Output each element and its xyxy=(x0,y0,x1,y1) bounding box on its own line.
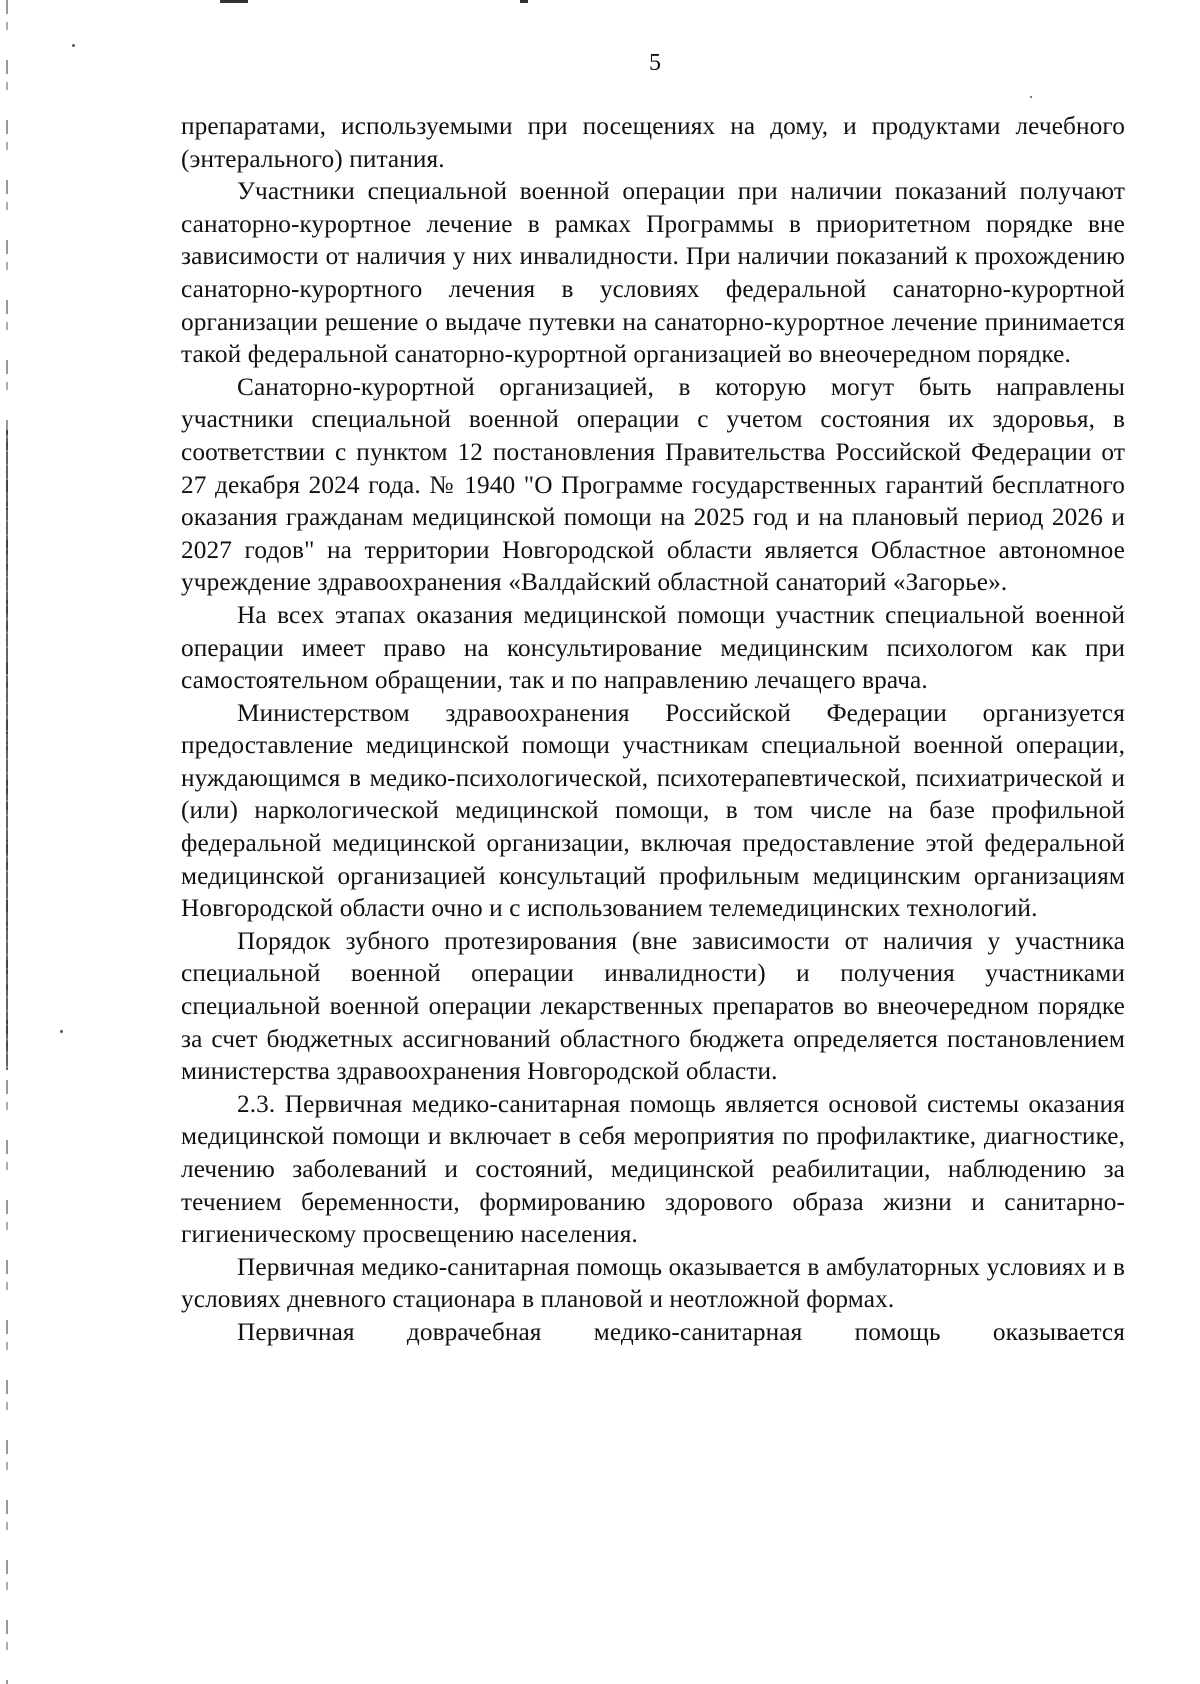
scan-edge-artifact-dark xyxy=(6,430,8,1070)
paragraph-sanatorium-priority: Участники специальной военной операции при наличии показаний получают санаторно-курортное лечение в рамках Программы в приоритетном порядке вне зависимости от наличия у них инвалидности. При наличии показаний к прохождению санаторно-курортного лечения в условиях федеральной санаторно-курортной организации решение о выдаче путевки на санаторно-курортное лечение принимается такой федеральной санаторно-курортной организацией во внеочередном порядке. xyxy=(181,177,1125,369)
paragraph-continuation: препаратами, используемыми при посещениях на дому, и продуктами лечебного (энтерального) питания. xyxy=(181,112,1125,173)
paragraph-section-2-3: 2.3. Первичная медико-санитарная помощь является основой системы оказания медицинской помощи и включает в себя мероприятия по профилактике, диагностике, лечению заболеваний и состояний, медицинской реабилитации, наблюдению за течением беременности, формированию здорового образа жизни и санитарно-гигиеническому просвещению населения. xyxy=(181,1089,1125,1249)
page-number: 5 xyxy=(649,50,661,76)
scan-speck xyxy=(60,1030,63,1033)
paragraph-dental: Порядок зубного протезирования (вне зависимости от наличия у участника специальной военной операции инвалидности) и получения участниками специальной военной операции лекарственных препаратов во внеочередном порядке за счет бюджетных ассигнований областного бюджета определяется постановлением министерства здравоохранения Новгородской области. xyxy=(181,926,1125,1086)
scan-speck xyxy=(72,44,75,47)
scan-top-artifact xyxy=(220,0,580,3)
paragraph-psychologist: На всех этапах оказания медицинской помощи участник специальной военной операции имеет право на консультирование медицинским психологом как при самостоятельном обращении, так и по направлению лечащего врача. xyxy=(181,600,1125,695)
paragraph-pre-doctor: Первичная доврачебная медико-санитарная помощь оказывается xyxy=(237,1317,1125,1346)
paragraph-ministry: Министерством здравоохранения Российской Федерации организуется предоставление медицинской помощи участникам специальной военной операции, нуждающимся в медико-психологической, психотерапевтической, психиатрической и (или) наркологической медицинской помощи, в том числе на базе профильной федеральной медицинской организации, включая предоставление этой федеральной медицинской организацией консультаций профильным медицинским организациям Новгородской области очно и с использованием телемедицинских технологий. xyxy=(181,698,1125,923)
paragraph-primary-forms: Первичная медико-санитарная помощь оказывается в амбулаторных условиях и в условиях дневного стационара в плановой и неотложной формах. xyxy=(181,1252,1125,1314)
paragraph-sanatorium-organization: Санаторно-курортной организацией, в которую могут быть направлены участники специальной военной операции с учетом состояния их здоровья, в соответствии с пунктом 12 постановления Правительства Российской Федерации от 27 декабря 2024 года. № 1940 "О Программе государственных гарантий бесплатного оказания гражданам медицинской помощи на 2025 год и на плановый период 2026 и 2027 годов" на территории Новгородской области является Областное автономное учреждение здравоохранения «Валдайский областной санаторий «Загорье». xyxy=(181,372,1125,597)
scan-speck xyxy=(1030,96,1032,98)
document-body xyxy=(181,110,1125,1349)
